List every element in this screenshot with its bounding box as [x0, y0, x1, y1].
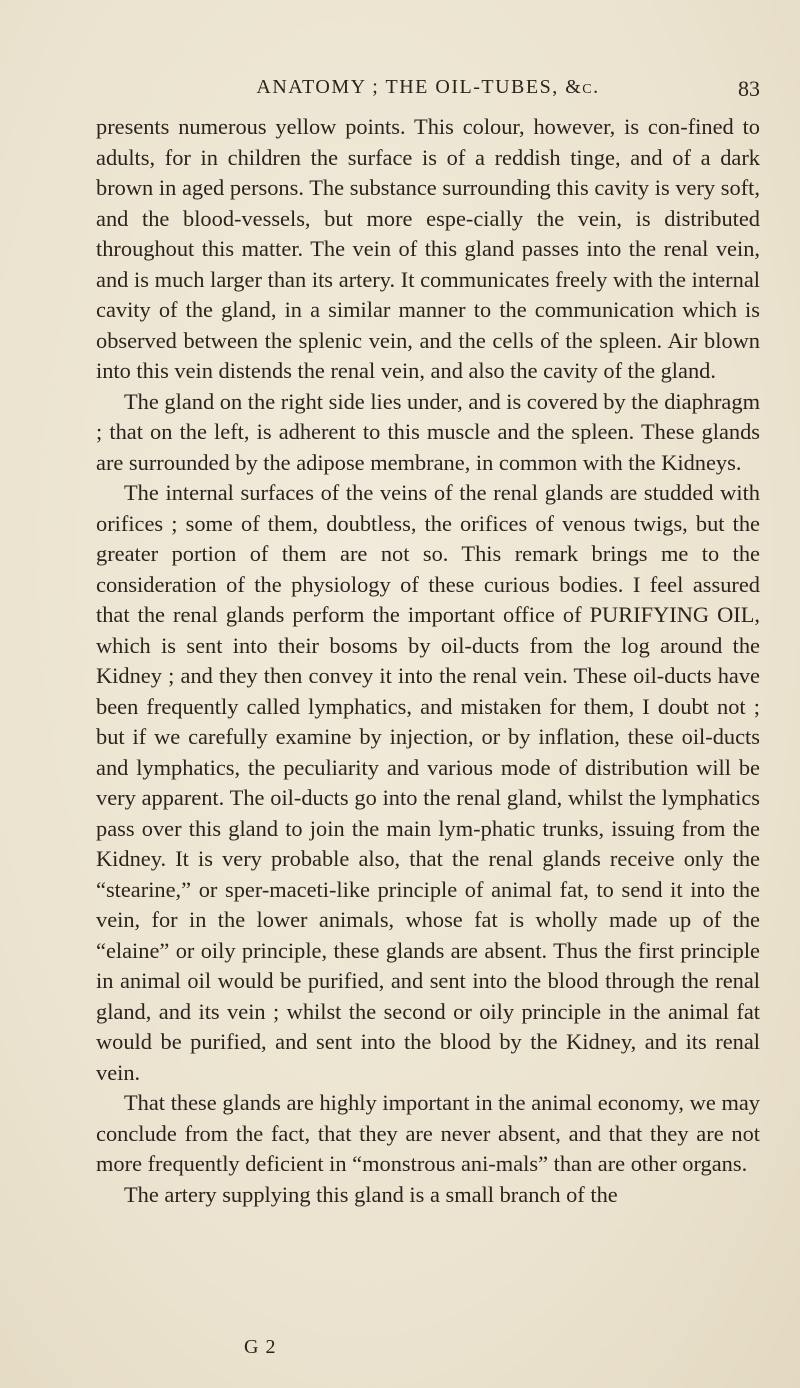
- body-text: [96, 112, 760, 1210]
- paragraph-5: The artery supplying this gland is a small branch of the: [124, 1181, 618, 1207]
- paragraph-1: presents numerous yellow points. This colour, however, is con-fined to adults, for in children the surface is of a reddish tinge, and of a dark brown in aged persons. The substance surrounding this cavity is very soft, and the blood-vessels, but more espe-cially the vein, is distributed throughout this matter. The vein of this gland passes into the renal vein, and is much larger than its artery. It communicates freely with the internal cavity of the gland, in a similar manner to the communication which is observed between the splenic vein, and the cells of the spleen. Air blown into this vein distends the renal vein, and also the cavity of the gland.: [96, 114, 760, 383]
- paragraph-4: That these glands are highly important in the animal economy, we may conclude from the fact, that they are never absent, and that they are not more frequently deficient in “monstrous ani-mals” than are other organs.: [96, 1090, 760, 1176]
- paragraph-2: The gland on the right side lies under, and is covered by the diaphragm ; that on the left, is adherent to this muscle and the spleen. These glands are surrounded by the adipose membrane, in common with the Kidneys.: [96, 388, 760, 475]
- running-head: [96, 76, 760, 106]
- paragraph-3: The internal surfaces of the veins of the renal glands are studded with orifices ; some of them, doubtless, the orifices of venous twigs, but the greater portion of them are not so. This remark brings me to the consideration of the physiology of these curious bodies. I feel assured that the renal glands perform the important office of PURIFYING OIL, which is sent into their bosoms by oil-ducts from the log around the Kidney ; and they then convey it into the renal vein. These oil-ducts have been frequently called lymphatics, and mistaken for them, I doubt not ; but if we carefully examine by injection, or by inflation, these oil-ducts and lymphatics, the peculiarity and various mode of distribution will be very apparent. The oil-ducts go into the renal gland, whilst the lymphatics pass over this gland to join the main lym-phatic trunks, issuing from the Kidney. It is very probable also, that the renal glands receive only the “stearine,” or sper-maceti-like principle of animal fat, to send it into the vein, for in the lower animals, whose fat is wholly made up of the “elaine” or oily principle, these glands are absent. Thus the first principle in animal oil would be purified, and sent into the blood through the renal gland, and its vein ; whilst the second or oily principle in the animal fat would be purified, and sent into the blood by the Kidney, and its renal vein.: [96, 480, 760, 1085]
- running-title: ANATOMY ; THE OIL-TUBES, &c.: [256, 76, 600, 98]
- signature-mark: G 2: [244, 1336, 277, 1358]
- page-number: 83: [738, 76, 760, 101]
